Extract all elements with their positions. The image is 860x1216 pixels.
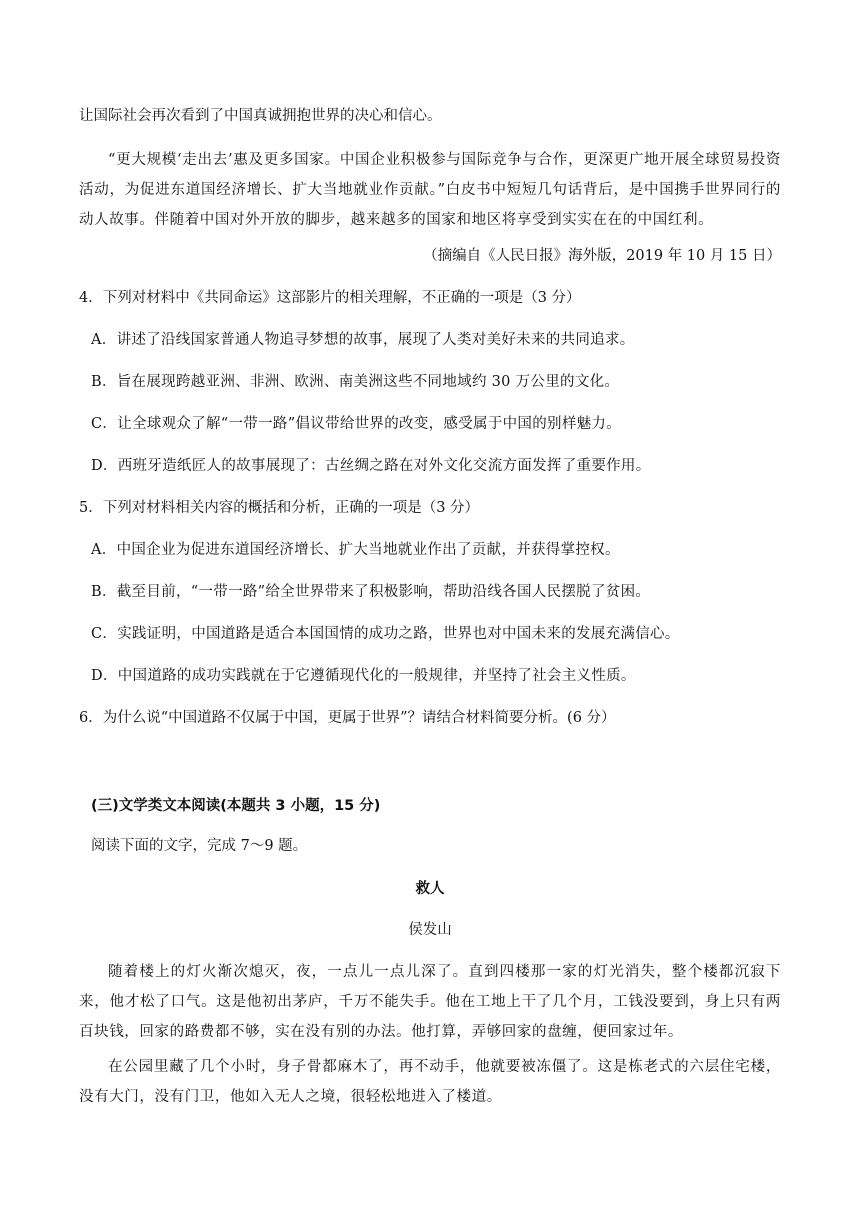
question-5-option-d: D．中国道路的成功实践就在于它遵循现代化的一般规律，并坚持了社会主义性质。: [91, 668, 636, 684]
question-6-stem: 6．为什么说“中国道路不仅属于中国，更属于世界”？请结合材料简要分析。(6 分）: [79, 710, 616, 726]
article-paragraph: “更大规模‘走出去’惠及更多国家。中国企业积极参与国际竞争与合作，更深更广地开展全球贸易投资活动，为促进东道国经济增长、扩大当地就业作贡献。”白皮书中短短几句话背后，是中国携手世界同行的动人故事。伴随着中国对外开放的脚步，越来越多的国家和地区将享受到实实在在的中国红利。: [79, 152, 781, 228]
question-5-option-c: C．实践证明，中国道路是适合本国国情的成功之路，世界也对中国未来的发展充满信心。: [91, 626, 680, 642]
question-4-option-c: C．让全球观众了解“一带一路”倡议带给世界的改变，感受属于中国的别样魅力。: [91, 416, 622, 432]
question-4-option-d: D．西班牙造纸匠人的故事展现了：古丝绸之路在对外文化交流方面发挥了重要作用。: [91, 458, 651, 474]
question-5-stem: 5．下列对材料相关内容的概括和分析，正确的一项是（3 分）: [79, 500, 480, 516]
story-title: 救人: [415, 881, 445, 897]
story-author: 侯发山: [408, 922, 452, 938]
section-heading: (三)文学类文本阅读(本题共 3 小题，15 分): [91, 798, 381, 814]
question-4-stem: 4．下列对材料中《共同命运》这部影片的相关理解，不正确的一项是（3 分）: [79, 290, 581, 306]
continuation-line: 让国际社会再次看到了中国真诚拥抱世界的决心和信心。: [79, 108, 442, 124]
question-5-option-a: A．中国企业为促进东道国经济增长、扩大当地就业作出了贡献，并获得掌控权。: [91, 542, 620, 558]
question-4-option-b: B．旨在展现跨越亚洲、非洲、欧洲、南美洲这些不同地域约 30 万公里的文化。: [91, 374, 620, 390]
reading-instruction: 阅读下面的文字，完成 7～9 题。: [91, 838, 308, 854]
story-paragraph: 随着楼上的灯火渐次熄灭，夜，一点儿一点儿深了。直到四楼那一家的灯光消失，整个楼都沉寂下来，他才松了口气。这是他初出茅庐，千万不能失手。他在工地上干了几个月，工钱没要到，身上只有两百块钱，回家的路费都不够，实在没有别的办法。他打算，弄够回家的盘缠，便回家过年。: [79, 964, 781, 1040]
question-4-option-a: A．讲述了沿线国家普通人物追寻梦想的故事，展现了人类对美好未来的共同追求。: [91, 332, 635, 348]
question-5-option-b: B．截至目前，“一带一路”给全世界带来了积极影响，帮助沿线各国人民摆脱了贫困。: [91, 584, 651, 600]
source-citation: （摘编自《人民日报》海外版，2019 年 10 月 15 日）: [423, 248, 781, 264]
story-paragraph: 在公园里藏了几个小时，身子骨都麻木了，再不动手，他就要被冻僵了。这是栋老式的六层住宅楼，没有大门，没有门卫，他如入无人之境，很轻松地进入了楼道。: [79, 1059, 781, 1105]
